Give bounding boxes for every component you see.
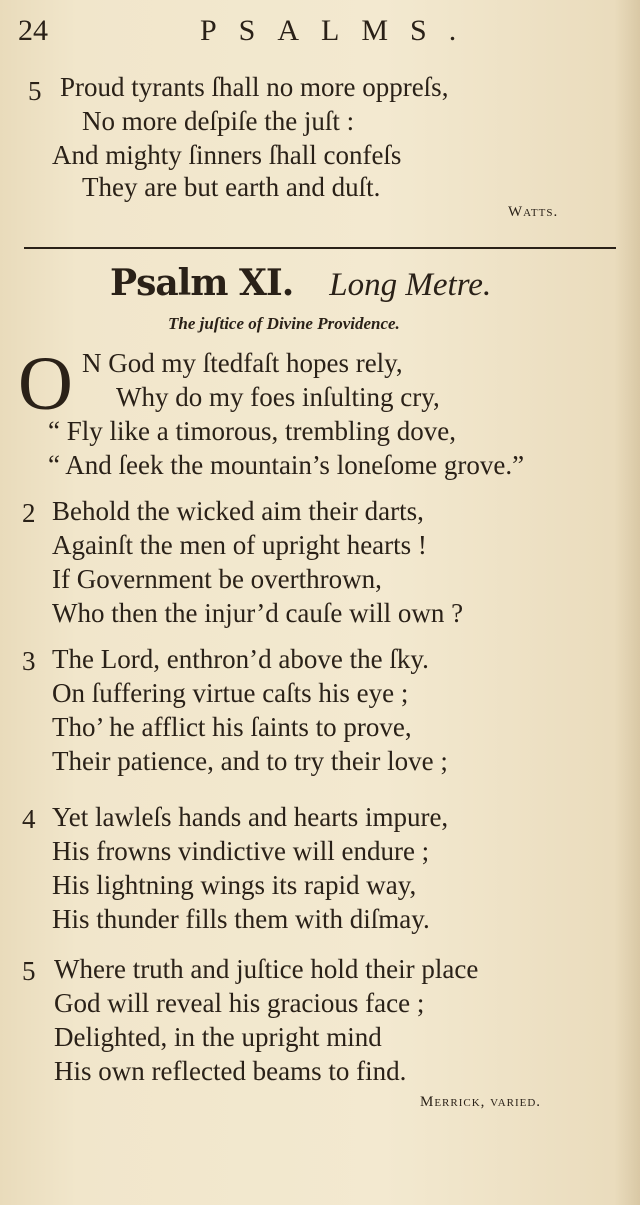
verse-line: “ And ſeek the mountain’s loneſome grove.” [48, 450, 525, 480]
verse-line: Yet lawleſs hands and hearts impure, [52, 802, 449, 832]
psalm-title [110, 262, 491, 304]
verse-line: On ſuffering virtue caſts his eye ; [52, 678, 409, 708]
verse-line: Why do my foes inſulting cry, [116, 382, 440, 412]
verse-line: Delighted, in the upright mind [54, 1022, 382, 1052]
verse-line: No more deſpiſe the juſt : [82, 106, 355, 136]
stanza-number: 3 [22, 646, 36, 676]
stanza-number: 5 [28, 76, 42, 106]
verse-line: His own reflected beams to find. [54, 1056, 407, 1086]
page-header [0, 8, 640, 48]
section-divider [24, 247, 616, 249]
psalm-meter: Long Metre. [329, 267, 492, 303]
stanza-number: 4 [22, 804, 36, 834]
running-head: PSALMS. [200, 14, 479, 47]
attribution: Merrick, varied. [420, 1094, 542, 1110]
verse-line: Where truth and juſtice hold their place [54, 954, 479, 984]
verse-line: His thunder fills them with diſmay. [52, 904, 430, 934]
verse-line: Tho’ he afflict his ſaints to prove, [52, 712, 412, 742]
verse-line: Who then the injur’d cauſe will own ? [52, 598, 464, 628]
psalm-subtitle: The juſtice of Divine Providence. [168, 314, 400, 333]
verse-line: Proud tyrants ſhall no more oppreſs, [60, 72, 449, 102]
drop-cap: O [18, 342, 73, 426]
attribution: Watts. [508, 204, 559, 220]
verse-line: N God my ſtedfaſt hopes rely, [82, 348, 403, 378]
stanza-number: 5 [22, 956, 36, 986]
stanza-number: 2 [22, 498, 36, 528]
verse-line: The Lord, enthron’d above the ſky. [52, 644, 429, 674]
verse-line: If Government be overthrown, [52, 564, 382, 594]
verse-line: Their patience, and to try their love ; [52, 746, 448, 776]
verse-line: And mighty ſinners ſhall confeſs [52, 140, 402, 170]
verse-line: They are but earth and duſt. [82, 172, 381, 202]
verse-line: “ Fly like a timorous, trembling dove, [48, 416, 456, 446]
verse-line: Behold the wicked aim their darts, [52, 496, 424, 526]
verse-line: His frowns vindictive will endure ; [52, 836, 430, 866]
psalm-heading: Psalm XI. [110, 262, 294, 304]
verse-line: Againſt the men of upright hearts ! [52, 530, 427, 560]
verse-line: His lightning wings its rapid way, [52, 870, 417, 900]
page-number: 24 [18, 14, 48, 47]
verse-line: God will reveal his gracious face ; [54, 988, 425, 1018]
